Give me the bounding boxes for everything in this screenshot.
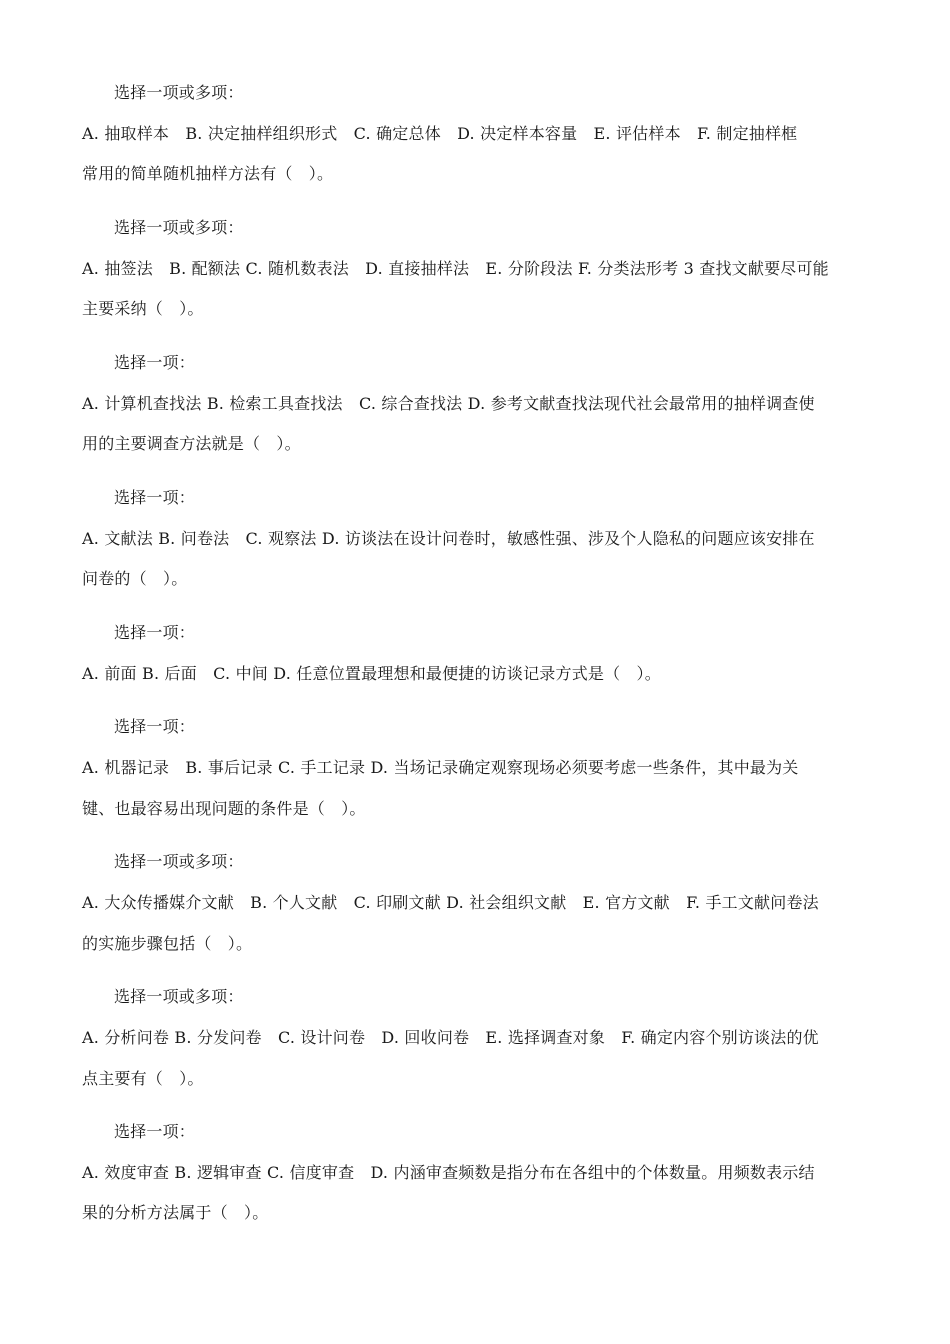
question-line-2: 常用的简单随机抽样方法有（ ）。 — [82, 164, 334, 183]
question-line-8: 的实施步骤包括（ ）。 — [82, 934, 253, 953]
options-line-8: A. 分析问卷 B. 分发问卷 C. 设计问卷 D. 回收问卷 E. 选择调查对象 F. 确定内容个别访谈法的优 — [82, 1028, 819, 1047]
prompt-multi-1: 选择一项或多项： — [114, 83, 244, 102]
prompt-multi-7: 选择一项或多项： — [114, 852, 244, 871]
prompt-single-4: 选择一项： — [114, 488, 196, 507]
question-line-7: 键、也最容易出现问题的条件是（ ）。 — [82, 799, 366, 818]
prompt-single-9: 选择一项： — [114, 1122, 196, 1141]
question-line-3: 主要采纳（ ）。 — [82, 299, 204, 318]
question-line-9: 点主要有（ ）。 — [82, 1069, 204, 1088]
options-line-7: A. 大众传播媒介文献 B. 个人文献 C. 印刷文献 D. 社会组织文献 E. 官方文献 F. 手工文献问卷法 — [82, 893, 819, 912]
options-line-9: A. 效度审查 B. 逻辑审查 C. 信度审查 D. 内涵审查频数是指分布在各组中的个体数量。用频数表示结 — [82, 1163, 815, 1182]
options-line-6: A. 机器记录 B. 事后记录 C. 手工记录 D. 当场记录确定观察现场必须要考虑一些条件，其中最为关 — [82, 758, 799, 777]
prompt-multi-2: 选择一项或多项： — [114, 218, 244, 237]
options-line-3: A. 计算机查找法 B. 检索工具查找法 C. 综合查找法 D. 参考文献查找法现代社会最常用的抽样调查使 — [82, 394, 815, 413]
options-line-2: A. 抽签法 B. 配额法 C. 随机数表法 D. 直接抽样法 E. 分阶段法 F. 分类法形考 3 查找文献要尽可能 — [82, 259, 829, 278]
prompt-single-6: 选择一项： — [114, 717, 196, 736]
prompt-single-5: 选择一项： — [114, 623, 196, 642]
question-line-10: 果的分析方法属于（ ）。 — [82, 1203, 269, 1222]
options-line-1: A. 抽取样本 B. 决定抽样组织形式 C. 确定总体 D. 决定样本容量 E. 评估样本 F. 制定抽样框 — [82, 124, 798, 143]
prompt-multi-8: 选择一项或多项： — [114, 987, 244, 1006]
question-line-4: 用的主要调查方法就是（ ）。 — [82, 434, 301, 453]
question-line-5: 问卷的（ ）。 — [82, 569, 188, 588]
prompt-single-3: 选择一项： — [114, 353, 196, 372]
options-line-4: A. 文献法 B. 问卷法 C. 观察法 D. 访谈法在设计问卷时，敏感性强、涉及个人隐私的问题应该安排在 — [82, 529, 815, 548]
options-line-5: A. 前面 B. 后面 C. 中间 D. 任意位置最理想和最便捷的访谈记录方式是（ ）。 — [82, 664, 661, 683]
